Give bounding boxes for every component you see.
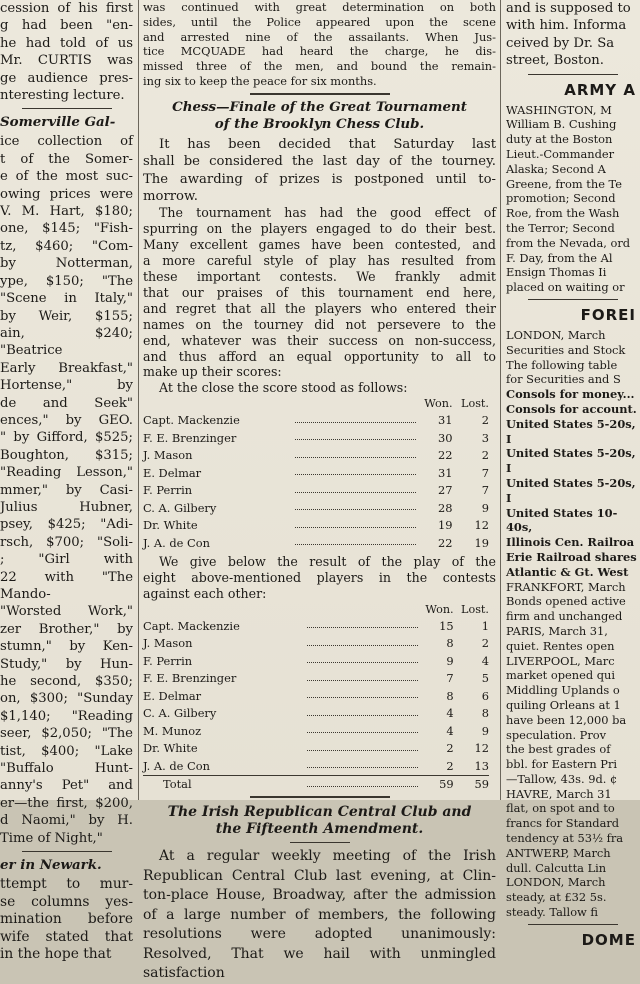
left-body-line: anny's Pet" and — [0, 778, 133, 794]
frankfort-line: flat, on spot and to — [506, 801, 615, 816]
table-row — [143, 670, 489, 688]
chess-paragraph-2 — [143, 205, 496, 380]
foreign-headline: FOREI — [580, 305, 636, 324]
frankfort-line: FRANKFORT, March — [506, 579, 626, 594]
table2-intro-line: eight above-mentioned players in the contests — [143, 569, 496, 585]
won-value: 7 — [446, 671, 454, 686]
won-value: 31 — [438, 465, 453, 480]
irish-line: of a large number of members, the following — [143, 906, 496, 923]
lost-value: 8 — [481, 706, 489, 721]
table-row — [143, 482, 489, 500]
lost-value: 12 — [474, 518, 489, 533]
won-value: 22 — [438, 448, 453, 463]
lost-value: 4 — [481, 653, 489, 668]
left-body-line: by Notterman, — [0, 256, 133, 272]
won-value: 30 — [438, 430, 453, 445]
score-table-2 — [143, 603, 489, 794]
table-row — [143, 652, 489, 670]
mid-top-text — [143, 0, 496, 89]
frankfort-line: francs for Standard — [506, 816, 620, 831]
army-line: placed on waiting or — [506, 280, 625, 295]
header-spacer — [295, 397, 416, 412]
irish-headline-line-2: the Fifteenth Amendment. — [215, 821, 424, 838]
won-value: 27 — [438, 483, 453, 498]
market-text — [506, 387, 640, 579]
player-name: Capt. Mackenzie — [143, 413, 240, 428]
dot-leader — [295, 464, 416, 482]
left-body-line: d Naomi," by H. — [0, 813, 133, 829]
table-row — [143, 464, 489, 482]
army-line: the Terror; Second — [506, 221, 615, 235]
player-name: F. E. Brenzinger — [143, 430, 237, 445]
mid-top-line: was continued with great determination on both — [143, 0, 496, 14]
player-name: J. Mason — [143, 448, 193, 463]
chess-p2-line: a more careful style of play has resulted from — [143, 253, 496, 269]
won-value: 2 — [446, 741, 454, 756]
left-body-line: tz, $460; "Com- — [0, 238, 133, 254]
chess-headline-line-1: Chess—Finale of the Great Tournament — [172, 98, 467, 115]
frankfort-line: PARIS, March 31, — [506, 623, 608, 638]
left-body-line: owing prices were — [0, 186, 133, 202]
left-body-line: "Buffalo Hunt- — [0, 761, 133, 777]
left-body-text — [0, 133, 133, 847]
right-top-line: and is supposed to — [506, 1, 631, 16]
lost-value: 6 — [481, 688, 489, 703]
dot-leader — [307, 635, 418, 653]
left-headline: Somerville Gal- — [0, 114, 116, 131]
left-body2-line: in the hope that — [0, 946, 112, 963]
frankfort-line: Middling Uplands o — [506, 683, 620, 698]
lost-value: 19 — [474, 535, 489, 550]
won-value: 28 — [438, 500, 453, 515]
market-line: Atlantic & Gt. West — [506, 564, 629, 579]
player-name: F. Perrin — [143, 483, 193, 498]
left-body-line: $1,140; "Reading — [0, 708, 133, 724]
left-body-line: Study," by Hun- — [0, 656, 133, 672]
mid-separator-1 — [250, 93, 390, 95]
total-label: Total — [143, 775, 307, 793]
won-value: 4 — [446, 706, 454, 721]
frankfort-line: market opened qui — [506, 668, 616, 683]
left-body-line: Boughton, $315; — [0, 447, 133, 463]
frankfort-line: the best grades of — [506, 742, 611, 757]
right-column — [506, 0, 640, 949]
left-body-line: V. M. Hart, $180; — [0, 204, 133, 220]
right-top-text — [506, 0, 640, 70]
dot-leader — [295, 429, 416, 447]
market-line: United States 5-20s, I — [506, 475, 636, 505]
left-body-line: "Reading Lesson," — [0, 465, 133, 481]
table-row — [143, 429, 489, 447]
army-line: duty at the Boston — [506, 132, 613, 147]
mid-top-line: and arrested nine of the assailants. When Jus- — [143, 29, 496, 44]
army-line: Greene, from the Te — [506, 176, 623, 191]
foreign-text — [506, 328, 640, 387]
left-body-line: "Scene in Italy," — [0, 291, 133, 307]
table-row — [143, 722, 489, 740]
mid-separator-3 — [290, 842, 350, 843]
left-body-line: tist, $400; "Lake — [0, 743, 133, 759]
left-body-line: one, $145; "Fish- — [0, 221, 133, 237]
lost-value: 7 — [481, 483, 489, 498]
chess-paragraph-1 — [143, 136, 496, 206]
score-intro: At the close the score stood as follows: — [159, 380, 408, 396]
frankfort-line: steady. Tallow fi — [506, 905, 599, 920]
right-top-line: street, Boston. — [506, 53, 604, 69]
army-line: from the Nevada, ord — [506, 235, 631, 250]
header-spacer — [143, 397, 295, 412]
table-row — [143, 447, 489, 465]
dot-leader — [307, 670, 418, 688]
won-value: 8 — [446, 636, 454, 651]
right-separator-3 — [528, 924, 618, 925]
player-name: M. Munoz — [143, 723, 202, 738]
lost-value: 9 — [481, 500, 489, 515]
table-row — [143, 499, 489, 517]
score-table-1 — [143, 397, 489, 552]
lost-value: 5 — [481, 671, 489, 686]
frankfort-text — [506, 580, 640, 920]
chess-p1-line: shall be considered the last day of the tourney. — [143, 154, 496, 170]
table-row — [143, 412, 489, 430]
player-name: Dr. White — [143, 741, 198, 756]
frankfort-line: Bonds opened active — [506, 594, 626, 609]
lost-value: 13 — [474, 758, 489, 773]
foreign-line: Securities and Stock — [506, 342, 626, 357]
frankfort-line: bbl. for Eastern Pri — [506, 757, 618, 772]
market-line: United States 5-20s, I — [506, 446, 636, 476]
left-body-line: Hortense," by — [0, 378, 133, 394]
left-body2-line: mination before — [0, 911, 133, 928]
market-line: Consols for account. — [506, 401, 637, 416]
chess-p2-line: make up their scores: — [143, 364, 282, 380]
mid-separator-2 — [250, 796, 390, 798]
table-row — [143, 740, 489, 758]
irish-headline-line-1: The Irish Republican Central Club and — [167, 804, 472, 821]
table-row — [143, 687, 489, 705]
dot-leader — [307, 722, 418, 740]
chess-headline — [143, 99, 496, 133]
table-header-row — [143, 603, 489, 618]
table2-intro — [143, 554, 496, 602]
chess-p2-line: these important contests. We frankly admit — [143, 269, 496, 285]
table-total-row — [143, 775, 489, 793]
chess-p1-line: morrow. — [143, 189, 198, 204]
mid-top-line: missed three of the men, and bound the remain- — [143, 59, 496, 74]
left-body-line: he second, $350; — [0, 674, 133, 690]
left-separator-2 — [22, 851, 112, 852]
won-value: 9 — [446, 653, 454, 668]
left-body2-text — [0, 876, 133, 964]
irish-paragraph — [143, 847, 496, 984]
mid-top-line: tice MCQUADE had heard the charge, he dis- — [143, 44, 496, 59]
chess-p2-line: The tournament has had the good effect of — [159, 205, 496, 221]
column-rule-right — [500, 0, 501, 800]
lost-value: 7 — [481, 465, 489, 480]
won-value: 4 — [446, 723, 454, 738]
frankfort-line: have been 12,000 ba — [506, 712, 627, 727]
left-body-line: "Worsted Work," — [0, 604, 133, 620]
table-row — [143, 635, 489, 653]
table2-intro-line: We give below the result of the play of the — [159, 553, 496, 569]
player-name: E. Delmar — [143, 688, 202, 703]
frankfort-line: dull. Calcutta Lin — [506, 860, 607, 875]
market-line: United States 5-20s, I — [506, 416, 636, 446]
table-row — [143, 757, 489, 775]
left-body-line: ice collection of — [0, 134, 133, 150]
left-top-line: Mr. CURTIS was — [0, 53, 133, 69]
frankfort-line: quiet. Rentes open — [506, 638, 615, 653]
lost-value: 1 — [481, 618, 489, 633]
frankfort-line: LIVERPOOL, Marc — [506, 653, 615, 668]
dot-leader — [307, 652, 418, 670]
left-top-line: cession of his first — [0, 1, 133, 16]
right-separator-2 — [528, 299, 618, 300]
right-top-line: ceived by Dr. Sa — [506, 35, 615, 51]
irish-line: Republican Central Club last evening, at Clin- — [143, 867, 496, 884]
player-name: E. Delmar — [143, 465, 202, 480]
player-name: C. A. Gilbery — [143, 500, 217, 515]
player-name: J. A. de Con — [143, 535, 210, 550]
dot-leader — [307, 757, 418, 775]
dot-leader — [295, 517, 416, 535]
dome-headline: DOME — [581, 930, 636, 949]
left-body-line: Julius Hubner, — [0, 499, 133, 515]
dot-leader — [307, 687, 418, 705]
won-value: 2 — [446, 758, 454, 773]
left-body-line: Early Breakfast," — [0, 360, 133, 376]
dot-leader — [307, 617, 418, 635]
left-body-line: t of the Somer- — [0, 151, 133, 167]
header-won: Won. — [425, 602, 454, 616]
right-separator-1 — [528, 74, 618, 75]
table-row — [143, 617, 489, 635]
frankfort-line: HAVRE, March 31 — [506, 786, 612, 801]
irish-line: Resolved, That we hail with unmingled satisfaction — [143, 945, 496, 982]
lost-value: 2 — [481, 636, 489, 651]
left-body-line: ype, $150; "The — [0, 273, 133, 289]
left-body-line: on, $300; "Sunday — [0, 691, 133, 707]
right-top-line: with him. Informa — [506, 18, 627, 34]
left-body-line: 22 with "The Mando- — [0, 569, 133, 602]
won-value: 31 — [438, 413, 453, 428]
left-body-line: de and Seek" — [0, 395, 133, 411]
left-body-line: by Weir, $155; — [0, 308, 133, 324]
left-body2-line: ttempt to mur- — [0, 876, 133, 893]
left-body-line: zer Brother," by — [0, 621, 133, 637]
chess-p2-line: and thus afford an equal opportunity to all to — [143, 348, 496, 364]
dot-leader — [307, 705, 418, 723]
foreign-line: LONDON, March — [506, 327, 606, 342]
mid-top-line: ing six to keep the peace for six months. — [143, 73, 377, 88]
header-spacer — [143, 603, 307, 618]
left-headline-2: er in Newark. — [0, 857, 102, 874]
total-lost: 59 — [454, 775, 489, 793]
left-top-line: g had been "en- — [0, 18, 133, 34]
army-line: Ensign Thomas Ii — [506, 265, 607, 280]
chess-p2-line: end, whatever was their success on non-success, — [143, 332, 496, 348]
left-body-line: er—the first, $200, — [0, 795, 133, 811]
market-line: Consols for money... — [506, 387, 635, 402]
header-lost: Lost. — [461, 602, 489, 616]
foreign-line: The following table — [506, 357, 618, 372]
table-row — [143, 517, 489, 535]
left-body-line: psey, $425; "Adi- — [0, 517, 133, 533]
column-rule-left — [138, 0, 139, 800]
table-row — [143, 705, 489, 723]
army-text — [506, 103, 640, 295]
irish-line: ton-place House, Broadway, after the admission — [143, 887, 496, 904]
left-column — [0, 0, 133, 963]
frankfort-line: speculation. Prov — [506, 727, 607, 742]
player-name: Dr. White — [143, 518, 198, 533]
chess-p1-line: It has been decided that Saturday last — [159, 136, 496, 152]
header-won: Won. — [424, 397, 453, 411]
market-line: United States 10-40s, — [506, 505, 618, 535]
chess-p2-line: and regret that all the players who entered their — [143, 300, 496, 316]
frankfort-line: quiling Orleans at 1 — [506, 697, 621, 712]
frankfort-line: LONDON, March — [506, 875, 606, 890]
dot-leader — [295, 447, 416, 465]
dot-leader — [307, 775, 418, 793]
left-body-line: ain, $240; "Beatrice — [0, 325, 133, 359]
left-body-line: ences," by GEO. — [0, 412, 133, 428]
market-line: Illinois Cen. Railroa — [506, 535, 635, 550]
lost-value: 2 — [481, 413, 489, 428]
army-line: promotion; Second — [506, 191, 616, 206]
army-line: WASHINGTON, M — [506, 102, 612, 117]
frankfort-line: firm and unchanged — [506, 609, 623, 624]
dot-leader — [307, 740, 418, 758]
market-line: Erie Railroad shares — [506, 549, 637, 564]
army-line: Roe, from the Wash — [506, 206, 620, 221]
chess-p1-line: The awarding of prizes is postponed until to- — [143, 171, 496, 187]
chess-p2-line: Many excellent games have been contested, and — [143, 237, 496, 253]
army-headline: ARMY A — [564, 80, 636, 99]
lost-value: 2 — [481, 448, 489, 463]
left-top-line: he had told of us — [0, 35, 133, 51]
left-body-line: seer, $2,050; "The — [0, 726, 133, 742]
frankfort-line: tendency at 53½ fra — [506, 831, 624, 846]
irish-line: resolutions were adopted unanimously: — [143, 926, 496, 943]
table-row — [143, 534, 489, 552]
dot-leader — [295, 499, 416, 517]
army-line: F. Day, from the Al — [506, 250, 613, 265]
left-top-line: nteresting lecture. — [0, 88, 125, 104]
left-body-line: e of the most suc- — [0, 169, 133, 185]
left-top-text — [0, 0, 133, 104]
left-body-line: " by Gifford, $525; — [0, 430, 133, 446]
left-body-line: Time of Night," — [0, 830, 103, 846]
player-name: F. Perrin — [143, 653, 193, 668]
lost-value: 3 — [481, 430, 489, 445]
won-value: 22 — [438, 535, 453, 550]
chess-p2-line: names on the tourney did not persevere to the — [143, 316, 496, 332]
player-name: Capt. Mackenzie — [143, 618, 240, 633]
total-won: 59 — [418, 775, 453, 793]
table-header-row — [143, 397, 489, 412]
chess-headline-line-2: of the Brooklyn Chess Club. — [214, 115, 425, 132]
army-line: William B. Cushing — [506, 117, 617, 132]
left-separator-1 — [22, 108, 112, 109]
irish-line: At a regular weekly meeting of the Irish — [159, 848, 496, 865]
dot-leader — [295, 482, 416, 500]
player-name: J. Mason — [143, 636, 193, 651]
left-body2-line: se columns yes- — [0, 893, 133, 910]
army-line: Lieut.-Commander — [506, 147, 615, 162]
frankfort-line: —Tallow, 43s. 9d. ¢ — [506, 771, 618, 786]
header-lost: Lost. — [461, 397, 489, 411]
player-name: J. A. de Con — [143, 758, 210, 773]
mid-top-line: sides, until the Police appeared upon the scene — [143, 14, 496, 29]
dot-leader — [295, 534, 416, 552]
left-top-line: ge audience pres- — [0, 70, 133, 86]
won-value: 8 — [446, 688, 454, 703]
army-line: Alaska; Second A — [506, 161, 606, 176]
left-body-line: mmer," by Casi- — [0, 482, 133, 498]
chess-p2-line: spurring on the players engaged to do their best. — [143, 221, 496, 237]
won-value: 19 — [438, 518, 453, 533]
lost-value: 12 — [474, 741, 489, 756]
foreign-line: for Securities and S — [506, 372, 621, 387]
left-body-line: rsch, $700; "Soli- — [0, 534, 133, 550]
frankfort-line: ANTWERP, March — [506, 845, 611, 860]
player-name: C. A. Gilbery — [143, 706, 217, 721]
irish-headline — [143, 804, 496, 838]
left-body-line: ; "Girl with — [0, 552, 133, 568]
player-name: F. E. Brenzinger — [143, 671, 237, 686]
lost-value: 9 — [481, 723, 489, 738]
chess-p2-line: that our praises of this tournament end here, — [143, 284, 496, 300]
frankfort-line: steady, at £32 5s. — [506, 890, 607, 905]
left-body2-line: wife stated that — [0, 928, 133, 945]
middle-column — [143, 0, 496, 982]
header-spacer — [307, 603, 418, 618]
left-body-line: stumn," by Ken- — [0, 639, 133, 655]
table2-intro-line: against each other: — [143, 585, 267, 601]
won-value: 15 — [439, 618, 454, 633]
dot-leader — [295, 412, 416, 430]
